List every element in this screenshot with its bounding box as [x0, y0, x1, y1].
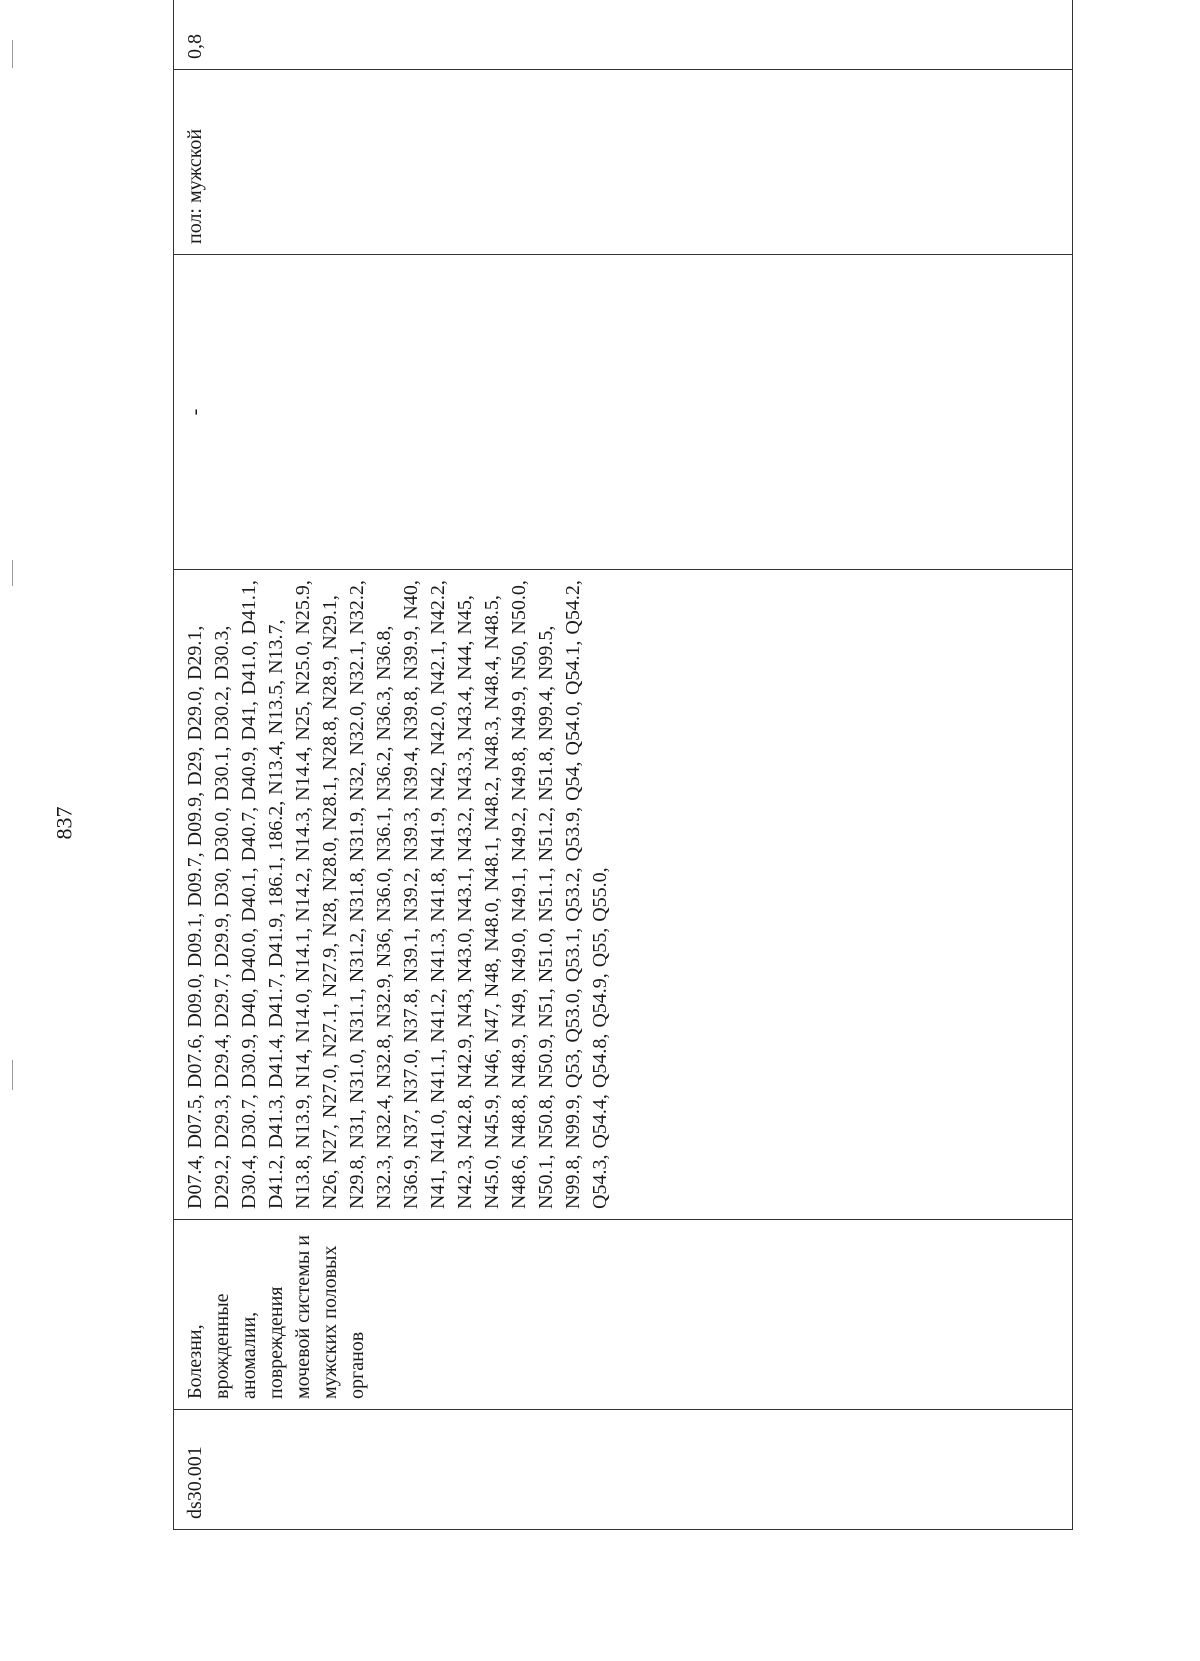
diagnosis-codes-cell: D07.4, D07.5, D07.6, D09.0, D09.1, D09.7, D09.9, D29, D29.0, D29.1, D29.2, D29.3, D29.4, D29.7, D29.9, D30, D30.0, D30.1, D30.2, D30.3, D30.4, D30.7, D30.9, D40, D40.0, D40.1, D40.7, D40.9, D41, D41.0, D41.1, D41.2, D41.3, D41.4, D41.7, D41.9, 186.1, 186.2, N13.4, N13.5, N13.7, N13.8, N13.9, N14, N14.0, N14.1, N14.2, N14.3, N14.4, N25, N25.0, N25.9, N26, N27, N27.0, N27.1, N27.9, N28, N28.0, N28.1, N28.8, N28.9, N29.1, N29.8, N31, N31.0, N31.1, N31.2, N31.8, N31.9, N32, N32.0, N32.1, N32.2, N32.3, N32.4, N32.8, N32.9, N36, N36.0, N36.1, N36.2, N36.3, N36.8, N36.9, N37, N37.0, N37.8, N39.1, N39.2, N39.3, N39.4, N39.8, N39.9, N40, N41, N41.0, N41.1, N41.2, N41.3, N41.8, N41.9, N42, N42.0, N42.1, N42.2, N42.3, N42.8, N42.9, N43, N43.0, N43.1, N43.2, N43.3, N43.4, N44, N45, N45.0, N45.9, N46, N47, N48, N48.0, N48.1, N48.2, N48.3, N48.4, N48.5, N48.6, N48.8, N48.9, N49, N49.0, N49.1, N49.2, N49.8, N49.9, N50, N50.0, N50.1, N50.8, N50.9, N51, N51.0, N51.1, N51.2, N51.8, N99.4, N99.5, N99.8, N99.9, Q53, Q53.0, Q53.1, Q53.2, Q53.9, Q54, Q54.0, Q54.1, Q54.2, Q54.3, Q54.4, Q54.8, Q54.9, Q55, Q55.0,: [174, 570, 1073, 1220]
scan-edge-mark: [12, 1060, 13, 1090]
table-row: [174, 0, 1073, 1530]
rotated-table-container: [173, 34, 1073, 1530]
operation-codes-cell: -: [174, 255, 1073, 570]
group-code-cell: ds30.001: [174, 1410, 1073, 1530]
scan-edge-mark: [12, 40, 13, 68]
criteria-cell: пол: мужской: [174, 70, 1073, 255]
scan-edge-mark: [12, 560, 13, 586]
group-name-cell: Болезни, врожденные аномалии, повреждения мочевой системы и мужских половых органов: [174, 1220, 1073, 1410]
diagnosis-table: [173, 0, 1073, 1530]
coefficient-cell: 0,8: [174, 0, 1073, 70]
page-number: 837: [51, 806, 77, 840]
